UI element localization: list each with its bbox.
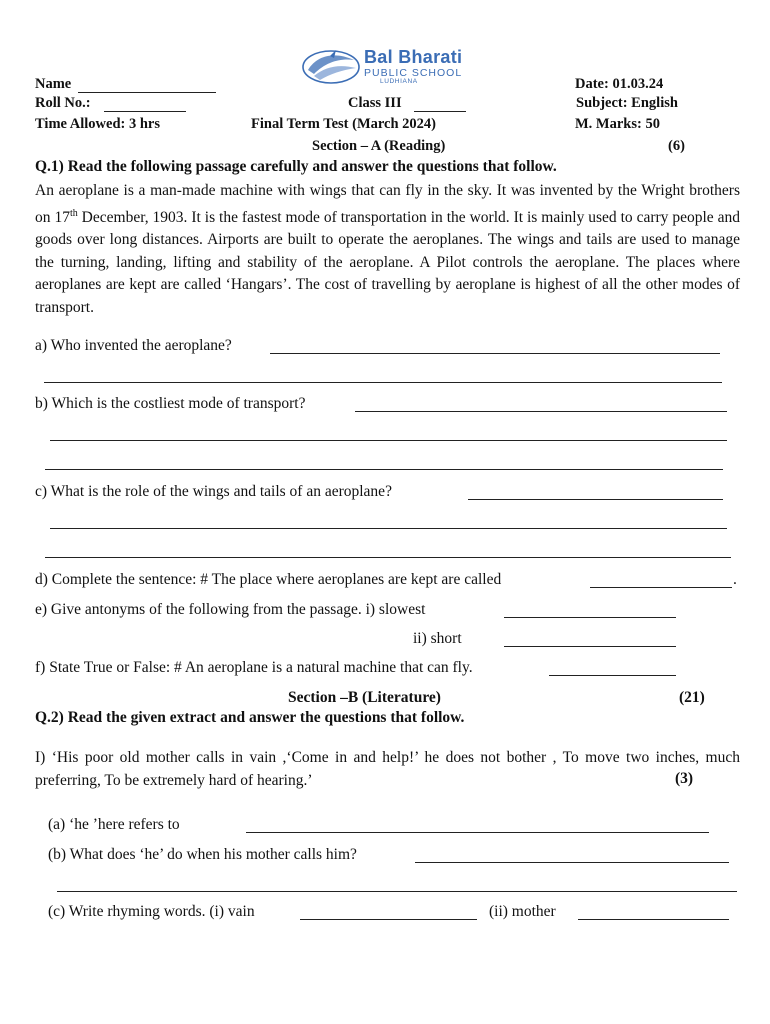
section-b-title: Section –B (Literature) [288,689,441,706]
section-a-marks: (6) [668,138,685,154]
time-allowed: Time Allowed: 3 hrs [35,116,160,132]
question-1a: a) Who invented the aeroplane? [35,337,232,354]
question-2a: (a) ‘he ’here refers to [48,816,180,833]
extract-marks: (3) [675,770,694,787]
question-1d-period: . [733,571,737,588]
q1-heading: Q.1) Read the following passage carefully and answer the questions that follow. [35,158,557,175]
test-name: Final Term Test (March 2024) [251,116,437,132]
logo-school: PUBLIC SCHOOL [364,67,463,79]
max-marks: M. Marks: 50 [575,116,660,132]
question-2b: (b) What does ‘he’ do when his mother calls him? [48,846,357,863]
answer-line-2b-1[interactable] [415,862,729,863]
roll-answer-line[interactable] [104,111,186,112]
answer-line-1e-ii[interactable] [504,646,676,647]
answer-line-1b-1[interactable] [355,411,727,412]
answer-line-1e-i[interactable] [504,617,676,618]
section-b-marks: (21) [679,689,705,706]
logo-city: LUDHIANA [380,78,418,85]
question-1d: d) Complete the sentence: # The place where aeroplanes are kept are called [35,571,502,588]
q2-heading: Q.2) Read the given extract and answer the questions that follow. [35,709,465,726]
subject-label: Subject: English [576,95,678,111]
answer-line-1c-1[interactable] [468,499,723,500]
answer-line-2c-i[interactable] [300,919,477,920]
logo-name: Bal Bharati [364,47,463,67]
reading-passage: An aeroplane is a man-made machine with wings that can fly in the sky. It was invented by the Wright brothers on 17th December, 1903. It is the fastest mode of transportation in the world. It is mainly used to carry people and goods over long distances. Airports are built to operate the aeroplanes. The wings and tails are used to manage the turning, landing, lifting and stability of the aeroplane. A Pilot controls the aeroplane. The places where aeroplanes are kept are called ‘Hangars’. The cost of travelling by aeroplane is highest of all the other modes of transport. [35,182,741,316]
question-1b: b) Which is the costliest mode of transport? [35,395,306,412]
question-1c: c) What is the role of the wings and tails of an aeroplane? [35,483,392,500]
answer-line-1f[interactable] [549,675,676,676]
answer-line-1c-2[interactable] [50,528,727,529]
name-answer-line[interactable] [78,92,216,93]
answer-line-2a[interactable] [246,832,709,833]
class-answer-line[interactable] [414,111,466,112]
question-1e: e) Give antonyms of the following from the passage. i) slowest [35,601,426,618]
answer-line-2b-2[interactable] [57,891,737,892]
answer-line-1b-3[interactable] [45,469,723,470]
answer-line-1a-1[interactable] [270,353,720,354]
answer-line-1c-3[interactable] [45,557,731,558]
section-a-title: Section – A (Reading) [312,138,446,154]
question-2c-ii: (ii) mother [489,903,556,920]
class-label: Class III [348,95,402,111]
question-1e-ii: ii) short [413,630,462,647]
question-2c: (c) Write rhyming words. (i) vain [48,903,255,920]
school-logo [300,46,480,86]
name-label: Name [35,76,72,92]
answer-line-1a-2[interactable] [44,382,722,383]
answer-line-2c-ii[interactable] [578,919,729,920]
exam-date: Date: 01.03.24 [575,76,664,92]
question-1f: f) State True or False: # An aeroplane is a natural machine that can fly. [35,659,473,676]
poem-extract: I) ‘His poor old mother calls in vain ,‘Come in and help!’ he does not bother , To move two inches, much preferring, To be extremely hard of hearing.’ [35,749,740,789]
answer-line-1b-2[interactable] [50,440,727,441]
roll-label: Roll No.: [35,95,91,111]
answer-line-1d[interactable] [590,587,732,588]
school-emblem-icon [300,46,362,86]
